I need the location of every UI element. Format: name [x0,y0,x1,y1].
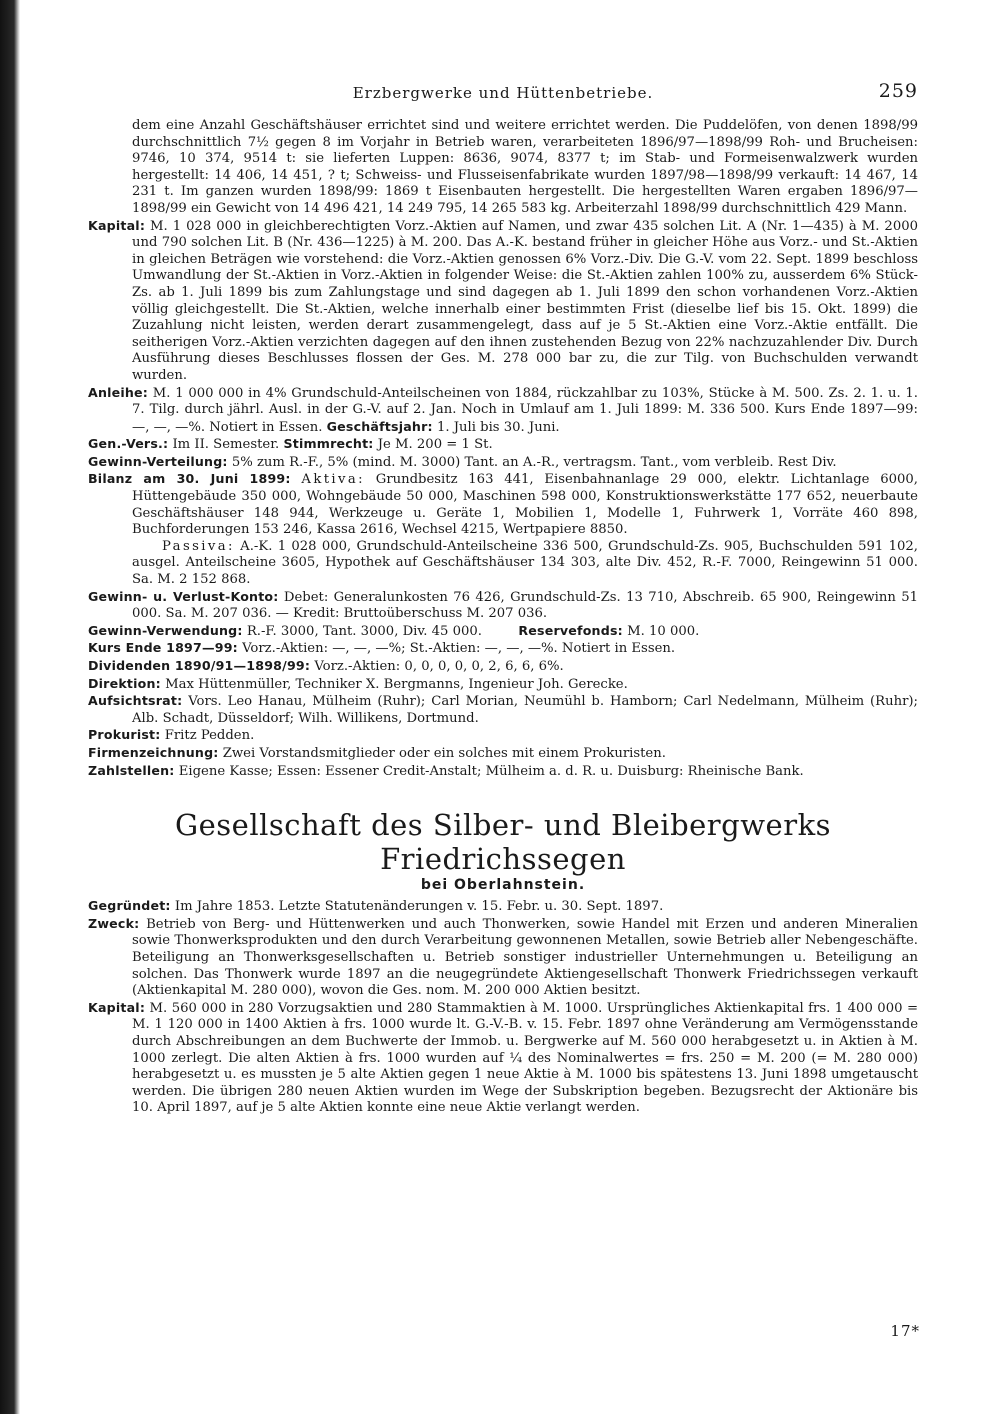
gewinnverteilung-entry [88,454,918,472]
kapital2-label: Kapital: [88,999,146,1015]
bilanz-passiva-label: Passiva: [162,538,235,554]
guv-label: Gewinn- u. Verlust-Konto: [88,588,279,604]
zweck-label: Zweck: [88,915,140,931]
firmenzeichnung-entry [88,745,918,763]
stimmrecht-text: Je M. 200 = 1 St. [377,437,493,453]
intro-paragraph: dem eine Anzahl Geschäftshäuser errichtet sind und weitere errichtet werden. Die Puddelöfen, von denen 1898/99 durchschnittlich 7½ gegen 8 im Vorjahr in Betrieb waren, verarbeiteten 1896/97—1898/99 Roh- und Brucheisen: 9746, 10 374, 9514 t: sie lieferten Luppen: 8636, 9074, 8377 t; im Stab- und Formeisenwalzwerk wurden hergestellt: 14 406, 14 451, ? t; Schweiss- und Flusseisenfabrikate wurden 1897/98—1898/99 verkauft: 14 467, 14 231 t. Im ganzen wurden 1898/99: 1869 t Eisenbauten hergestellt. Die hergestellten Waren ergaben 1896/97—1898/99 ein Gewicht von 14 496 421, 14 249 795, 14 265 583 kg. Arbeiterzahl 1898/99 durchschnittlich 429 Mann. [132,118,918,216]
anleihe-text: M. 1 000 000 in 4% Grundschuld-Anteilscheinen von 1884, rückzahlbar zu 103%, Stücke à M. 500. Zs. 2. 1. u. 1. 7. Tilg. durch jährl. Ausl. in der G.-V. auf 2. Jan. Noch in Umlauf am 1. Juli 1899: M. 336 500. Kurs Ende 1897—99: —, —, —%. Notiert in Essen. [132,385,918,435]
gewinnverwendung-entry [88,623,918,641]
kapital-entry [88,218,918,385]
anleihe-label: Anleihe: [88,384,149,400]
bilanz-label: Bilanz am 30. Juni 1899: [88,471,291,487]
page-header [88,80,918,118]
prokurist-text: Fritz Pedden. [164,728,255,744]
gewinnverwendung-label: Gewinn-Verwendung: [88,622,243,638]
firmenzeichnung-label: Firmenzeichnung: [88,744,219,760]
book-spine-edge [0,0,20,1414]
kapital2-text: M. 560 000 in 280 Vorzugsaktien und 280 Stammaktien à M. 1000. Ursprüngliches Aktienkapital frs. 1 400 000 = M. 1 120 000 in 1400 Aktien à frs. 1000 wurde lt. G.-V.-B. v. 15. Febr. 1897 ohne Veränderung am Vermögensstande durch Abschreibungen an dem Buchwerte der Immob. u. Bergwerke auf M. 560 000 herabgesetzt u. in Aktien à M. 1000 zerlegt. Die alten Aktien à frs. 1000 wurden auf ¼ des Nominalwertes = frs. 250 = M. 200 (= M. 280 000) herabgesetzt u. es mussten je 5 alte Aktien gegen 1 neue Aktie à M. 1000 bis spätestens 13. Juni 1898 umgetauscht werden. Die übrigen 280 neuen Aktien wurden im Wege der Subskription begeben. Bezugsrecht der Aktionäre bis 10. April 1897, auf je 5 alte Aktien konnte eine neue Aktie verlangt werden. [132,1000,918,1116]
zahlstellen-entry [88,763,918,781]
guv-entry [88,589,918,623]
genvers-entry [88,436,918,454]
stimmrecht-label: Stimmrecht: [283,436,374,452]
kurs-label: Kurs Ende 1897—99: [88,640,238,656]
gewinnverteilung-text: 5% zum R.-F., 5% (mind. M. 3000) Tant. an A.-R., vertragsm. Tant., vom verbleib. Rest Div. [231,454,837,470]
anleihe-entry [88,385,918,437]
prokurist-entry [88,727,918,745]
gegruendet-label: Gegründet: [88,898,171,914]
prokurist-label: Prokurist: [88,727,161,743]
company-subtitle: bei Oberlahnstein. [420,877,586,894]
bilanz-aktiva-label: Aktiva: [301,472,365,488]
gewinnverwendung-text: R.-F. 3000, Tant. 3000, Div. 45 000. [246,623,482,639]
zweck-text: Betrieb von Berg- und Hüttenwerken und auch Thonwerken, sowie Handel mit Erzen und anderen Mineralien sowie Thonwerksprodukten und den durch Verarbeitung gewonnenen Metallen, sowie Betrieb aller Nebengeschäfte. Beteiligung an Thonwerksgesellschaften u. Betrieb sonstiger industrieller Unternehmungen u. Beteiligung an solchen. Das Thonwerk wurde 1897 an die neugegründete Aktiengesellschaft Thonwerk Friedrichssegen verkauft (Aktienkapital M. 280 000), wovon die Ges. nom. M. 200 000 Aktien besitzt. [132,916,918,999]
gegruendet-text: Im Jahre 1853. Letzte Statutenänderungen v. 15. Febr. u. 30. Sept. 1897. [174,899,664,915]
bilanz-aktiva-entry [88,471,918,538]
running-title: Erzbergwerke und Hüttenbetriebe. [352,84,654,102]
document-page [88,80,918,1117]
bilanz-aktiva-text: Grundbesitz 163 441, Eisenbahnanlage 29 000, elektr. Lichtanlage 6000, Hüttengebäude 350 000, Wohngebäude 50 000, Maschinen 598 000, Konstruktionswerkstätte 177 652, neuerbaute Geschäftshäuser 148 944, Werkzeuge u. Geräte 1, Mobilien 1, Modelle 1, Fuhrwerk 1, Vorräte 460 898, Buchforderungen 153 246, Kassa 2616, Wechsel 4215, Wertpapiere 8850. [132,472,918,538]
aufsichtsrat-entry [88,693,918,727]
dividenden-entry [88,658,918,676]
company-title: Gesellschaft des Silber- und Bleibergwerks Friedrichssegen [174,808,832,877]
geschaeftsjahr-text: 1. Juli bis 30. Juni. [436,419,560,435]
genvers-label: Gen.-Vers.: [88,436,169,452]
kapital-label: Kapital: [88,217,146,233]
direktion-entry [88,676,918,694]
genvers-text: Im II. Semester. [172,437,280,453]
reservefonds-label: Reservefonds: [518,622,623,638]
reservefonds-text: M. 10 000. [627,623,700,639]
firmenzeichnung-text: Zwei Vorstandsmitglieder oder ein solches mit einem Prokuristen. [222,745,666,761]
bilanz-passiva-entry [88,539,918,589]
kurs-text: Vorz.-Aktien: —, —, —%; St.-Aktien: —, —, —%. Notiert in Essen. [242,641,676,657]
direktion-text: Max Hüttenmüller, Techniker X. Bergmanns, Ingenieur Joh. Gerecke. [165,676,628,692]
sheet-signature: 17* [890,1322,920,1340]
page-number: 259 [878,80,918,102]
gegruendet-entry [88,898,918,916]
bilanz-passiva-text: A.-K. 1 028 000, Grundschuld-Anteilscheine 336 500, Grundschuld-Zs. 905, Buchschulden 591 102, ausgel. Anteilscheine 3605, Hypothek auf Geschäftshäuser 134 303, alte Div. 452, R.-F. 7000, Reingewinn 51 000. Sa. M. 2 152 868. [132,538,918,588]
guv-text: Debet: Generalunkosten 76 426, Grundschuld-Zs. 13 710, Abschreib. 65 900, Reingewinn 51 000. Sa. M. 207 036. — Kredit: Bruttoüberschuss M. 207 036. [132,589,918,622]
zahlstellen-label: Zahlstellen: [88,762,175,778]
kurs-entry [88,640,918,658]
direktion-label: Direktion: [88,675,161,691]
aufsichtsrat-text: Vors. Leo Hanau, Mülheim (Ruhr); Carl Morian, Neumühl b. Hamborn; Carl Nedelmann, Mülheim (Ruhr); Alb. Schadt, Düsseldorf; Wilh. Willikens, Dortmund. [132,694,918,726]
dividenden-label: Dividenden 1890/91—1898/99: [88,658,311,673]
kapital-text: M. 1 028 000 in gleichberechtigten Vorz.-Aktien auf Namen, und zwar 435 solchen Lit. A (Nr. 1—435) à M. 2000 und 790 solchen Lit. B (Nr. 436—1225) à M. 200. Das A.-K. bestand früher in gleicher Höhe aus Vorz.- und St.-Aktien in gleichen Beträgen wie vorstehend: die Vorz.-Aktien genossen 6% Vorz.-Div. Die G.-V. vom 22. Sept. 1899 beschloss Umwandlung der St.-Aktien in Vorz.-Aktien in folgender Weise: die St.-Aktien zahlen 100% zu, ausserdem 6% Stück-Zs. ab 1. Juli 1899 bis zum Zahlungstage und sind dagegen ab 1. Juli 1899 den schon vorhandenen Vorz.-Aktien völlig gleichgestellt. Die St.-Aktien, welche innerhalb einer bestimmten Frist (dieselbe lief bis 15. Okt. 1899) die Zuzahlung nicht leisten, werden derart zusammengelegt, dass auf je 5 St.-Aktien eine Vorz.-Aktie entfällt. Die seitherigen Vorz.-Aktien verzichten dagegen auf den ihnen zustehenden Bezug von 22% nachzuzahlender Div. Durch Ausführung dieses Beschlusses flossen der Ges. M. 278 000 bar zu, die zur Tilg. von Buchschulden verwandt wurden. [132,218,918,383]
kapital2-entry [88,1000,918,1117]
geschaeftsjahr-label: Geschäftsjahr: [326,418,433,434]
zahlstellen-text: Eigene Kasse; Essen: Essener Credit-Anstalt; Mülheim a. d. R. u. Duisburg: Rheinische Bank. [178,763,804,779]
zweck-entry [88,916,918,1000]
aufsichtsrat-label: Aufsichtsrat: [88,693,183,709]
dividenden-text: Vorz.-Aktien: 0, 0, 0, 0, 0, 2, 6, 6, 6%. [314,659,564,674]
gewinnverteilung-label: Gewinn-Verteilung: [88,453,228,469]
